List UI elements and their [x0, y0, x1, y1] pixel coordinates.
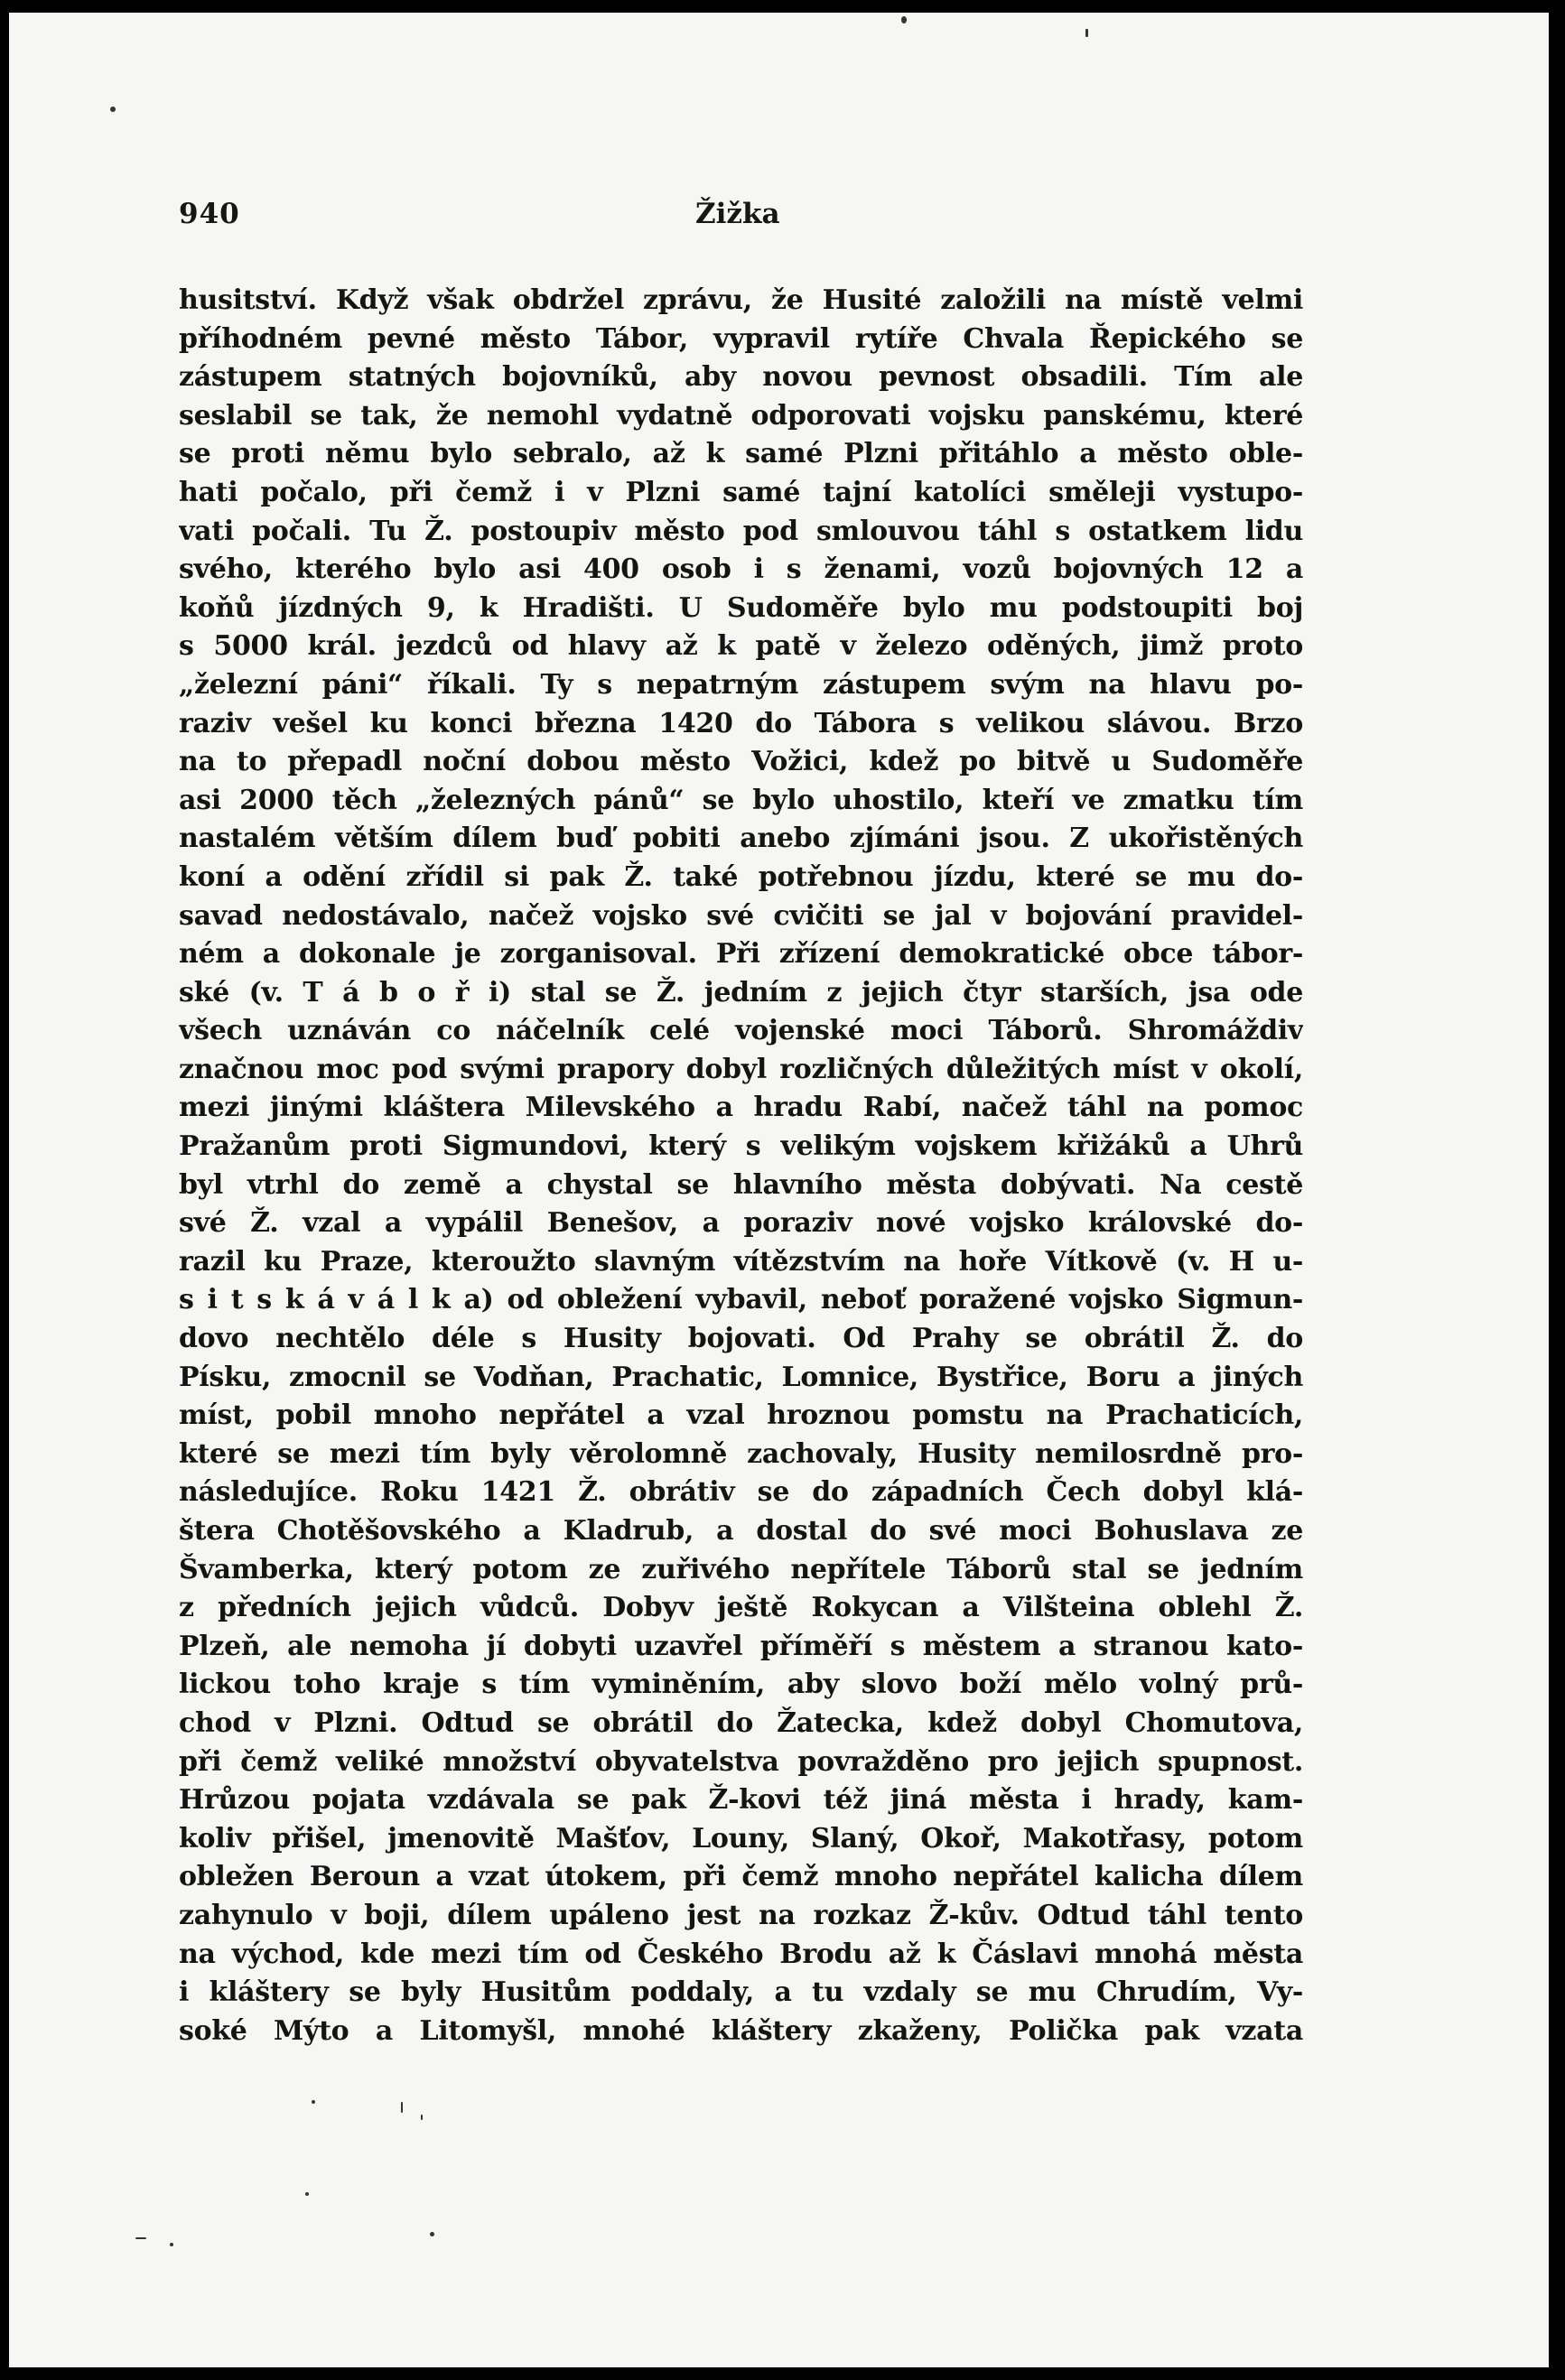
- scanned-book-page: [9, 13, 1549, 2367]
- text-line: koní a odění zřídil si pak Ž. také potřebnou jízdu, které se mu do-: [179, 860, 1303, 893]
- text-line: obležen Beroun a vzat útokem, při čemž mnoho nepřátel kalicha dílem: [179, 1861, 1303, 1893]
- scan-speck: [901, 16, 907, 23]
- text-line: míst, pobil mnoho nepřátel a vzal hroznou pomstu na Prachaticích,: [179, 1399, 1303, 1432]
- text-line: asi 2000 těch „železných pánů“ se bylo uhostilo, kteří ve zmatku tím: [179, 784, 1303, 816]
- text-line: se proti němu bylo sebralo, až k samé Plzni přitáhlo a město oble-: [179, 438, 1303, 470]
- text-line: koňů jízdných 9, k Hradišti. U Sudoměře bylo mu podstoupiti boj: [179, 591, 1303, 624]
- scan-speck: [430, 2232, 434, 2236]
- text-line: mezi jinými kláštera Milevského a hradu Rabí, načež táhl na pomoc: [179, 1092, 1303, 1124]
- running-head: [179, 198, 1303, 243]
- page-number: 940: [179, 198, 240, 230]
- text-line: zástupem statných bojovníků, aby novou pevnost obsadili. Tím ale: [179, 361, 1303, 394]
- text-line: raziv vešel ku konci března 1420 do Tábora s velikou slávou. Brzo: [179, 707, 1303, 739]
- text-line: následujíce. Roku 1421 Ž. obrátiv se do západních Čech dobyl klá-: [179, 1476, 1303, 1509]
- text-line: razil ku Praze, kteroužto slavným vítězstvím na hoře Vítkově (v. H u-: [179, 1245, 1303, 1278]
- text-line: s i t s k á v á l k a) od obležení vybavil, neboť poražené vojsko Sigmun-: [179, 1284, 1303, 1316]
- text-line: na to přepadl noční dobou město Vožici, kdež po bitvě u Sudoměře: [179, 746, 1303, 778]
- running-title: Žižka: [695, 198, 780, 230]
- text-line: savad nedostávalo, načež vojsko své cvičiti se jal v bojování pravidel-: [179, 899, 1303, 932]
- text-line: Hrůzou pojata vzdávala se pak Ž-kovi též jiná města i hrady, kam-: [179, 1784, 1303, 1817]
- text-line: s 5000 král. jezdců od hlavy až k patě v železo oděných, jimž proto: [179, 630, 1303, 663]
- text-line: Písku, zmocnil se Vodňan, Prachatic, Lomnice, Bystřice, Boru a jiných: [179, 1361, 1303, 1393]
- text-line: svého, kterého bylo asi 400 osob i s ženami, vozů bojovných 12 a: [179, 553, 1303, 586]
- text-line: seslabil se tak, že nemohl vydatně odporovati vojsku panskému, které: [179, 399, 1303, 432]
- text-line: nastalém větším dílem buď pobiti anebo zjímáni jsou. Z ukořistěných: [179, 823, 1303, 855]
- text-line: Švamberka, který potom ze zuřivého nepřítele Táborů stal se jedním: [179, 1553, 1303, 1585]
- text-line: které se mezi tím byly věrolomně zachovaly, Husity nemilosrdně pro-: [179, 1437, 1303, 1470]
- text-line: příhodném pevné město Tábor, vypravil rytíře Chvala Řepického se: [179, 322, 1303, 355]
- scan-speck: [1085, 29, 1088, 37]
- text-line: i kláštery se byly Husitům poddaly, a tu vzdaly se mu Chrudím, Vy-: [179, 1976, 1303, 2009]
- scan-speck: [170, 2243, 173, 2246]
- text-line: vati počali. Tu Ž. postoupiv město pod smlouvou táhl s ostatkem lidu: [179, 515, 1303, 547]
- text-line: Pražanům proti Sigmundovi, který s velikým vojskem křižáků a Uhrů: [179, 1130, 1303, 1163]
- text-line: značnou moc pod svými prapory dobyl rozličných důležitých míst v okolí,: [179, 1053, 1303, 1085]
- text-line: zahynulo v boji, dílem upáleno jest na rozkaz Ž-kův. Odtud táhl tento: [179, 1899, 1303, 1931]
- scan-speck: [110, 107, 116, 112]
- text-line: koliv přišel, jmenovitě Mašťov, Louny, Slaný, Okoř, Makotřasy, potom: [179, 1822, 1303, 1855]
- text-line: lickou toho kraje s tím vyminěním, aby slovo boží mělo volný prů-: [179, 1669, 1303, 1701]
- text-line: chod v Plzni. Odtud se obrátil do Žatecka, kdež dobyl Chomutova,: [179, 1706, 1303, 1739]
- scan-speck: [401, 2102, 403, 2113]
- text-line: soké Mýto a Litomyšl, mnohé kláštery zkaženy, Polička pak vzata: [179, 2014, 1303, 2047]
- text-line: dovo nechtělo déle s Husity bojovati. Od Prahy se obrátil Ž. do: [179, 1323, 1303, 1355]
- text-line: hati počalo, při čemž i v Plzni samé tajní katolíci směleji vystupo-: [179, 476, 1303, 508]
- scan-speck: [135, 2237, 146, 2239]
- text-line: z předních jejich vůdců. Dobyv ještě Rokycan a Vilšteina oblehl Ž.: [179, 1592, 1303, 1624]
- body-text: [179, 282, 1303, 2050]
- scan-speck: [421, 2115, 423, 2120]
- text-line: štera Chotěšovského a Kladrub, a dostal do své moci Bohuslava ze: [179, 1515, 1303, 1547]
- text-line: „železní páni“ říkali. Ty s nepatrným zástupem svým na hlavu po-: [179, 668, 1303, 701]
- text-line: na východ, kde mezi tím od Českého Brodu až k Čáslavi mnohá města: [179, 1938, 1303, 1970]
- text-line: Plzeň, ale nemoha jí dobyti uzavřel příměří s městem a stranou kato-: [179, 1630, 1303, 1662]
- text-line: při čemž veliké množství obyvatelstva povražděno pro jejich spupnost.: [179, 1745, 1303, 1778]
- text-line: husitství. Když však obdržel zprávu, že Husité založili na místě velmi: [179, 284, 1303, 316]
- text-line: ném a dokonale je zorganisoval. Při zřízení demokratické obce tábor-: [179, 938, 1303, 971]
- text-line: všech uznáván co náčelník celé vojenské moci Táborů. Shromáždiv: [179, 1015, 1303, 1047]
- scan-speck: [312, 2100, 315, 2104]
- scan-speck: [305, 2192, 309, 2196]
- text-line: své Ž. vzal a vypálil Benešov, a poraziv nové vojsko královské do-: [179, 1207, 1303, 1240]
- text-line: byl vtrhl do země a chystal se hlavního města dobývati. Na cestě: [179, 1168, 1303, 1201]
- text-line: ské (v. T á b o ř i) stal se Ž. jedním z jejich čtyr starších, jsa ode: [179, 976, 1303, 1009]
